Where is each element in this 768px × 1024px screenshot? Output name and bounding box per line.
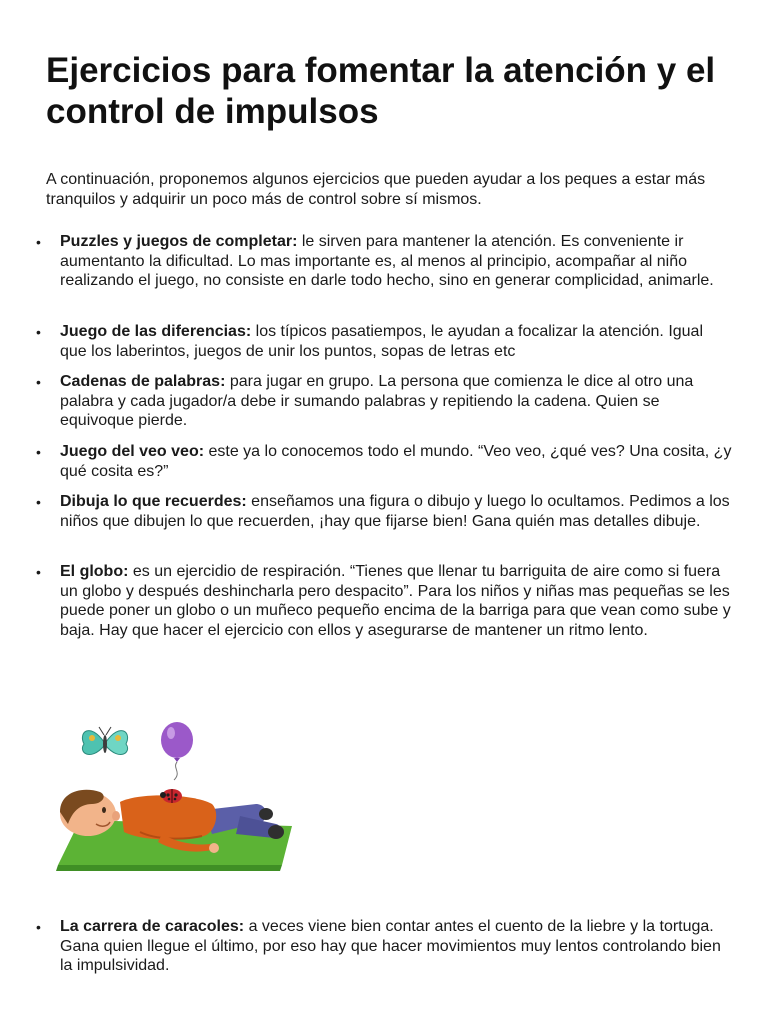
item-term: Juego del veo veo:: [60, 443, 205, 460]
item-text: los típicos pasatiempos, le ayudan a focalizar la atención. Igual que los laberintos, juegos de unir los puntos, sopas de letras etc: [60, 323, 704, 360]
item-text: le sirven para mantener la atención. Es conveniente ir aumentanto la dificultad. Lo mas importante es, al menos al principio, acompañar al niño realizando el juego, no consiste en darle todo hecho, sino en generar complicidad, animarle.: [60, 233, 714, 289]
intro-paragraph: A continuación, proponemos algunos ejercicios que pueden ayudar a los peques a estar más tranquilos y adquirir un poco más de control sobre sí mismos.: [46, 171, 706, 208]
list-item: [36, 562, 732, 640]
list-item: [36, 492, 732, 531]
item-text: es un ejercidio de respiración. “Tienes que llenar tu barriguita de aire como si fuera un globo y después deshincharla pero despacito”. Para los niños y niñas mas pequeñas se les puede poner un globo o un muñeco pequeño encima de la barriga para que vean como sube y baja. Hay que hacer el ejercicio con ellos y asegurarse de mantener un ritmo lento.: [60, 563, 731, 639]
bullet-icon: •: [36, 444, 41, 460]
bullet-icon: •: [36, 919, 41, 935]
bullet-icon: •: [36, 234, 41, 250]
list-item: [36, 372, 732, 431]
item-term: Dibuja lo que recuerdes:: [60, 493, 247, 510]
list-item: [36, 917, 732, 976]
bullet-icon: •: [36, 564, 41, 580]
bullet-icon: •: [36, 494, 41, 510]
list-item: [36, 442, 732, 481]
butterfly-icon: [82, 727, 127, 755]
page-title: Ejercicios para fomentar la atención y el control de impulsos: [46, 51, 716, 131]
item-term: La carrera de caracoles:: [60, 918, 245, 935]
list-item: [36, 322, 732, 361]
bullet-icon: •: [36, 324, 41, 340]
item-text: este ya lo conocemos todo el mundo. “Veo veo, ¿qué ves? Una cosita, ¿y qué cosita es?”: [60, 443, 732, 480]
list-item: [36, 232, 732, 291]
item-text: para jugar en grupo. La persona que comienza le dice al otro una palabra y cada jugador/a debe ir sumando palabras y repitiendo la cadena. Quien se equivoque pierde.: [60, 373, 694, 429]
item-term: Puzzles y juegos de completar:: [60, 233, 298, 250]
bullet-icon: •: [36, 374, 41, 390]
item-term: Juego de las diferencias:: [60, 323, 252, 340]
item-term: El globo:: [60, 563, 129, 580]
balloon-icon: [161, 722, 193, 780]
item-text: enseñamos una figura o dibujo y luego lo ocultamos. Pedimos a los niños que dibujen lo que recuerden, ¡hay que fijarse bien! Gana quién mas detalles dibuje.: [60, 493, 730, 530]
item-term: Cadenas de palabras:: [60, 373, 226, 390]
item-text: a veces viene bien contar antes el cuento de la liebre y la tortuga. Gana quien llegue el último, por eso hay que hacer movimientos muy lentos controlando bien la impulsividad.: [60, 918, 721, 974]
breathing-exercise-illustration: [44, 700, 324, 875]
